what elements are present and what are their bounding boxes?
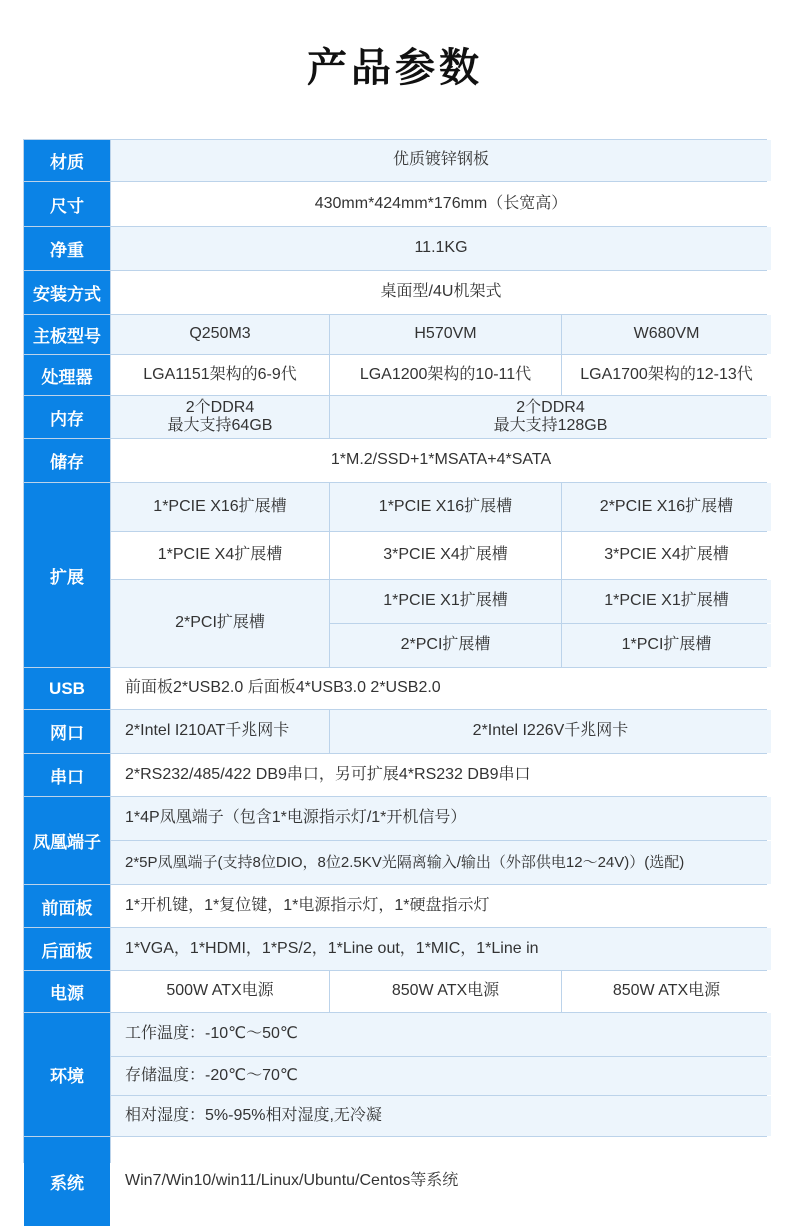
value-power-2: 850W ATX电源 [330, 971, 561, 1012]
label-storage: 储存 [24, 439, 110, 482]
label-memory: 内存 [24, 396, 110, 438]
label-cpu: 处理器 [24, 355, 110, 395]
value-exp-r3-2: 1*PCIE X1扩展槽 [330, 580, 561, 623]
value-lan-b: 2*Intel I226V千兆网卡 [330, 710, 771, 753]
value-lan-a: 2*Intel I210AT千兆网卡 [111, 710, 329, 753]
value-power-1: 500W ATX电源 [111, 971, 329, 1012]
value-power-3: 850W ATX电源 [562, 971, 771, 1012]
value-board-3: W680VM [562, 315, 771, 354]
label-rear: 后面板 [24, 928, 110, 970]
value-board-2: H570VM [330, 315, 561, 354]
value-rear: 1*VGA，1*HDMI，1*PS/2，1*Line out，1*MIC，1*Line in [111, 928, 771, 970]
value-board-1: Q250M3 [111, 315, 329, 354]
value-exp-r1-1: 1*PCIE X16扩展槽 [111, 483, 329, 531]
value-exp-r2-1: 1*PCIE X4扩展槽 [111, 532, 329, 579]
value-material: 优质镀锌钢板 [111, 140, 771, 181]
value-memory-a-line2: 最大支持64GB [167, 417, 273, 434]
value-exp-r1-2: 1*PCIE X16扩展槽 [330, 483, 561, 531]
value-phoenix-1: 1*4P凤凰端子（包含1*电源指示灯/1*开机信号） [111, 797, 771, 840]
value-front: 1*开机键，1*复位键，1*电源指示灯，1*硬盘指示灯 [111, 885, 771, 927]
spec-table [23, 139, 767, 1193]
label-board: 主板型号 [24, 315, 110, 354]
value-exp-r1-3: 2*PCIE X16扩展槽 [562, 483, 771, 531]
label-lan: 网口 [24, 710, 110, 753]
value-env-3: 相对湿度：5%-95%相对湿度,无冷凝 [111, 1096, 771, 1136]
value-memory-a [111, 396, 329, 438]
value-size: 430mm*424mm*176mm（长宽高） [111, 182, 771, 226]
value-exp-r2-2: 3*PCIE X4扩展槽 [330, 532, 561, 579]
value-memory-b [330, 396, 771, 438]
label-os: 系统 [24, 1137, 110, 1226]
value-memory-a-line1: 2个DDR4 [185, 398, 255, 416]
label-size: 尺寸 [24, 182, 110, 226]
value-exp-r4-2: 2*PCI扩展槽 [330, 624, 561, 667]
value-install: 桌面型/4U机架式 [111, 271, 771, 314]
value-cpu-1: LGA1151架构的6-9代 [111, 355, 329, 395]
label-front: 前面板 [24, 885, 110, 927]
value-storage: 1*M.2/SSD+1*MSATA+4*SATA [111, 439, 771, 482]
value-usb: 前面板2*USB2.0 后面板4*USB3.0 2*USB2.0 [111, 668, 771, 709]
value-cpu-2: LGA1200架构的10-11代 [330, 355, 561, 395]
value-weight: 11.1KG [111, 227, 771, 270]
value-exp-r3-3: 1*PCIE X1扩展槽 [562, 580, 771, 623]
value-memory-b-line2: 最大支持128GB [493, 417, 608, 434]
value-env-1: 工作温度：-10℃～50℃ [111, 1013, 771, 1056]
page-title: 产品参数 [307, 46, 483, 90]
label-expansion: 扩展 [24, 483, 110, 667]
label-usb: USB [24, 668, 110, 709]
label-env: 环境 [24, 1013, 110, 1136]
label-power: 电源 [24, 971, 110, 1012]
label-install: 安装方式 [24, 271, 110, 314]
value-os: Win7/Win10/win11/Linux/Ubuntu/Centos等系统 [111, 1137, 771, 1226]
value-exp-r3-left: 2*PCI扩展槽 [111, 580, 329, 667]
value-exp-r2-3: 3*PCIE X4扩展槽 [562, 532, 771, 579]
label-weight: 净重 [24, 227, 110, 270]
label-material: 材质 [24, 140, 110, 181]
value-phoenix-2: 2*5P凤凰端子(支持8位DIO，8位2.5KV光隔离输入/输出（外部供电12～24V)）(选配) [111, 841, 771, 884]
value-memory-b-line1: 2个DDR4 [516, 398, 585, 416]
value-serial: 2*RS232/485/422 DB9串口，另可扩展4*RS232 DB9串口 [111, 754, 771, 796]
value-cpu-3: LGA1700架构的12-13代 [562, 355, 771, 395]
label-serial: 串口 [24, 754, 110, 796]
value-env-2: 存储温度：-20℃～70℃ [111, 1057, 771, 1095]
label-phoenix: 凤凰端子 [24, 797, 110, 884]
value-exp-r4-3: 1*PCI扩展槽 [562, 624, 771, 667]
